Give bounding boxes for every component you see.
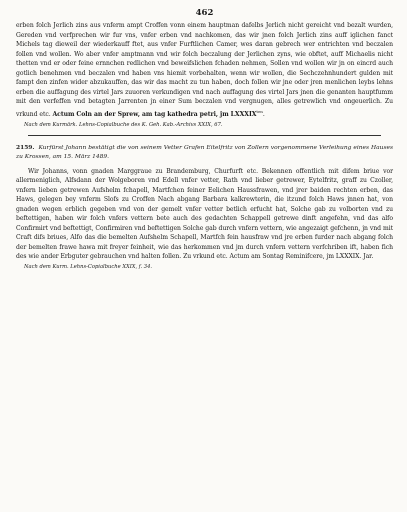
document-2-body: Wir Johanns, vonn gnaden Marggraue zu Brandemburg, Churfurft etc. Bekennen offentlich mit difem briue vor allermeniglich, Alfsdann der Wolgeboren vnd Edell vnfer vetter, Rath vnd lieber getrewer, Eytelfritz, graff zu Czoller, vnfern lieben getrewen Aufshelm fchapell, Martfchen feiner Eelichen Haussfrawen, vnd jrer baiden rechten erben, das Haws, gelegen bey vnferm Slofs zu Croffen Nach abgang Barbara kalkrewterin, die itzund folch Haws jnnen hat, von gnaden wegen erblich gegeben vnd von der gemelt vnfer vetter betlich erfucht hat, Solche gab zu volborten vnd zu beftettigen, haben wir folch vnfers vettern bete auch des gedachten Schappell getrewe dinft angefehn, vnd das alfo Confirmirt vnd beftettigt, Confirmiren vnd beftettigen Solche gab durch vnfern vettern, wie angezaigt gefchenn, jn vnd mit Craft difs briues, Alfo das die bemelten Aufshelm Schapell, Martfch fein hausfraw vnd jre erben furder nach abgang folch der bemelten frawe hawa mit freyer feinheit, wie das herkommen vnd jm durch vnfern vettern verfchriben ift, haben fich des wie ander Erbguter gebrauchen vnd halten follen. Zu vrkund etc.: [16, 167, 393, 261]
page-number: 462: [195, 8, 214, 18]
document-1: [16, 21, 393, 129]
document-1-text: [16, 21, 393, 120]
document-2-text: [16, 167, 393, 262]
document-2-closing: Actum am Sontag Reminifcere, jm LXXXIX. Jar.: [229, 253, 374, 261]
document-1-closing: Actum Coln an der Sprew, am tag kathedra petri, jm LXXXIX: [52, 110, 257, 118]
document-1-closing-sup: ten: [256, 108, 263, 114]
document-1-body: erben folch Jerlich zins aus vnferm ampt Croffen vonn einem hauptman dafelbs Jerlich nicht gereicht vnd bezalt wurden, Gereden vnd verfprechen wir fur vns, vnfer erben vnd nachkomen, das wir jnen folch Jerlich zins auff iglichen fanct Michels tag dieweil der wiederkauff ftet, aus vnfer Furftlichen Camer, wes daran gebrech wer entrichten vnd beczalen follen vnd wollen. Wo aber vnfer amptmann vnd wir folch beczalung der Jerlichen zyns, wie obftet, auff Michaelis nicht thetten vnd er oder feine ernnchen redlichen vnd beweifslichen fchaden nehmen, Sollen vnd wollen wir jn on eincrd auch gotlich benehmen vnd beczalen vnd haben vns hiemit vorbehalten, wenn wir wollen, die Sechczehnhundert gulden mit fampt den zinfen wider abzukauffen, das wir das macht zu tun haben, doch follen wir jne oder jren menlichen leybs lehns erben die auffagung des virtel Jars zuuoren verkundigen vnd nach auffagung des virtel Jars jnen die genanten hauptfumm mit den verfeffen vnd betagten Jarrenten jn einer Sum beczalen vnd vergnugen, alles getrewlich vnd ongeuerlich. Zu vrkund etc.: [16, 22, 393, 118]
document-2-heading-text: Kurfürst Johann bestätigt die von seinem Vetter Grafen Eitelfritz von Zollern vorgenommene Verleihung eines Hauses zu Krossen, am 15. März 1489.: [16, 144, 393, 160]
document-2: [16, 143, 393, 271]
document-1-closing-end: .: [262, 110, 265, 118]
document-2-number: 2159.: [16, 143, 35, 151]
section-divider: [28, 135, 381, 136]
document-2-heading: [16, 143, 393, 162]
document-2-source: Nach dem Kurm. Lehns-Copialbuche XXIX, f. 34.: [24, 263, 153, 270]
document-1-source: Nach dem Kurmärk. Lehns-Copialbuche des K. Geh. Kab.-Archivs XXIX, 67.: [24, 121, 223, 128]
